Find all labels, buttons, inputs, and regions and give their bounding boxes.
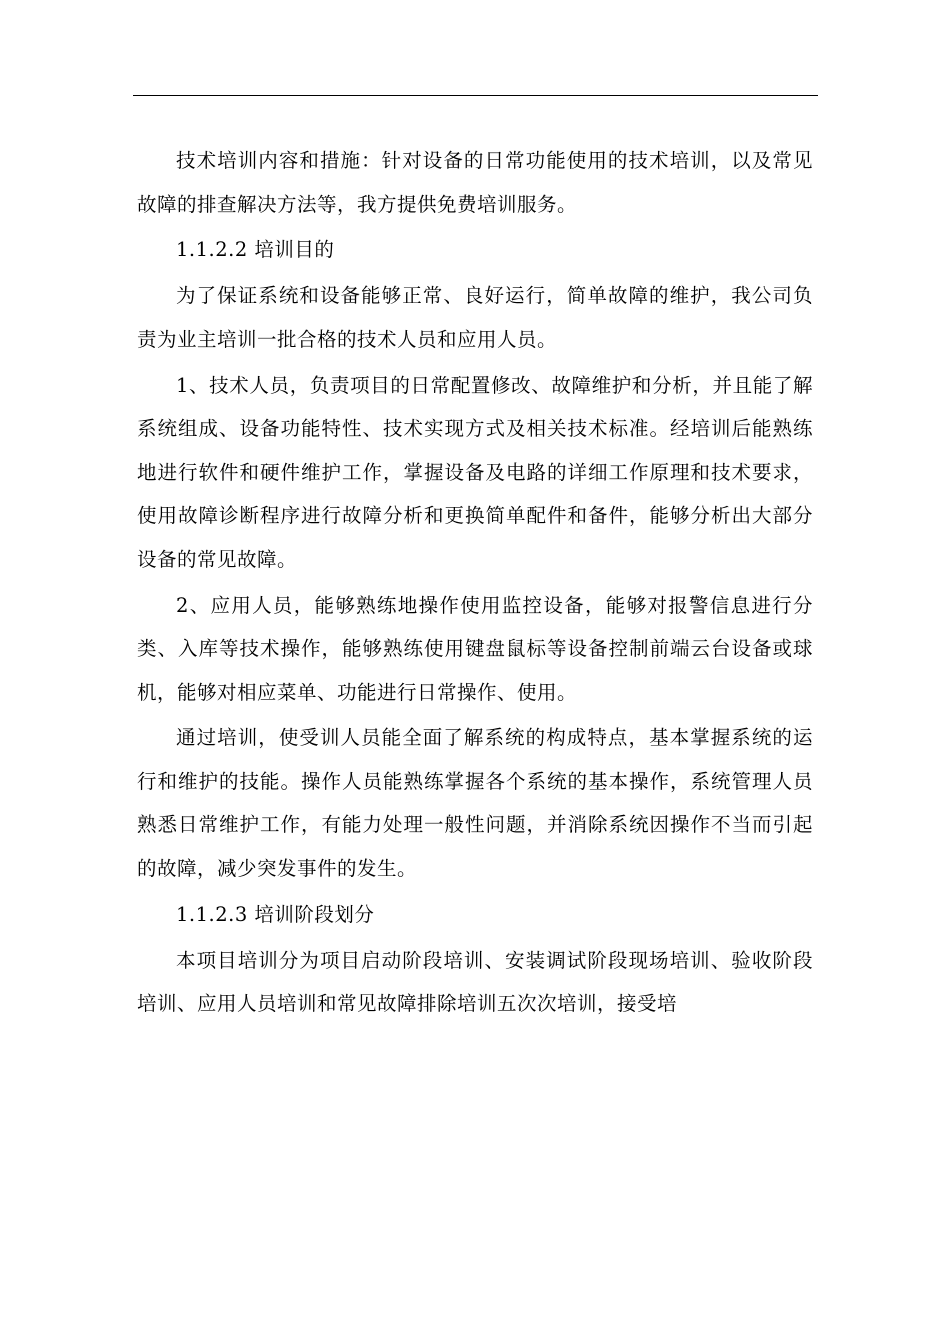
- paragraph-training-content: 技术培训内容和措施：针对设备的日常功能使用的技术培训，以及常见故障的排查解决方法等，我方提供免费培训服务。: [137, 149, 813, 216]
- section-heading-training-phases: 1.1.2.3 培训阶段划分: [176, 902, 375, 926]
- paragraph-training-outcome: 通过培训，使受训人员能全面了解系统的构成特点，基本掌握系统的运行和维护的技能。操作人员能熟练掌握各个系统的基本操作，系统管理人员熟悉日常维护工作，有能力处理一般性问题，并消除系统因操作不当而引起的故障，减少突发事件的发生。: [137, 726, 813, 880]
- paragraph-purpose: 为了保证系统和设备能够正常、良好运行，简单故障的维护，我公司负责为业主培训一批合格的技术人员和应用人员。: [137, 284, 813, 351]
- document-body: [137, 139, 813, 1026]
- paragraph-phases: 本项目培训分为项目启动阶段培训、安装调试阶段现场培训、验收阶段培训、应用人员培训和常见故障排除培训五次次培训，接受培: [137, 948, 813, 1016]
- section-heading-training-purpose: 1.1.2.2 培训目的: [176, 238, 335, 262]
- paragraph-application-staff: 2、应用人员，能够熟练地操作使用监控设备，能够对报警信息进行分类、入库等技术操作，能够熟练使用键盘鼠标等设备控制前端云台设备或球机，能够对相应菜单、功能进行日常操作、使用。: [137, 593, 813, 704]
- paragraph-technical-staff: 1、技术人员，负责项目的日常配置修改、故障维护和分析，并且能了解系统组成、设备功能特性、技术实现方式及相关技术标准。经培训后能熟练地进行软件和硬件维护工作，掌握设备及电路的详细工作原理和技术要求，使用故障诊断程序进行故障分析和更换简单配件和备件，能够分析出大部分设备的常见故障。: [137, 373, 813, 571]
- header-rule: [133, 95, 818, 96]
